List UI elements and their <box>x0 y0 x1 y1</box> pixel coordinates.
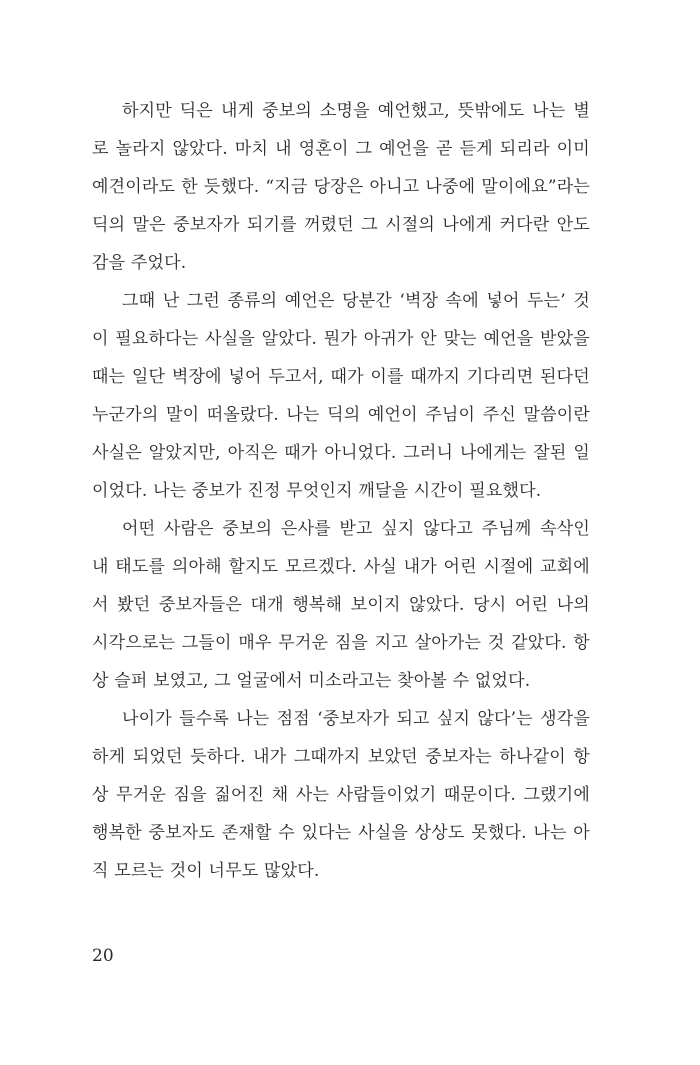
text-line: 시각으로는 그들이 매우 무거운 짐을 지고 살아가는 것 같았다. 항 <box>92 633 590 653</box>
text-line: 예견이라도 한 듯했다. “지금 당장은 아니고 나중에 말이에요”라는 <box>92 177 590 197</box>
text-line: 이 필요하다는 사실을 알았다. 뭔가 아귀가 안 맞는 예언을 받았을 <box>92 329 590 349</box>
text-line: 서 봤던 중보자들은 대개 행복해 보이지 않았다. 당시 어린 나의 <box>92 595 590 615</box>
text-line: 딕의 말은 중보자가 되기를 꺼렸던 그 시절의 나에게 커다란 안도 <box>92 215 590 235</box>
text-line: 누군가의 말이 떠올랐다. 나는 딕의 예언이 주님이 주신 말씀이란 <box>92 405 590 425</box>
text-line: 때는 일단 벽장에 넣어 두고서, 때가 이를 때까지 기다리면 된다던 <box>92 367 590 387</box>
text-line: 상 무거운 짐을 짊어진 채 사는 사람들이었기 때문이다. 그랬기에 <box>92 785 590 805</box>
text-line: 하게 되었던 듯하다. 내가 그때까지 보았던 중보자는 하나같이 항 <box>92 747 590 767</box>
text-line: 하지만 딕은 내게 중보의 소명을 예언했고, 뜻밖에도 나는 별 <box>122 101 590 121</box>
text-line: 이었다. 나는 중보가 진정 무엇인지 깨달을 시간이 필요했다. <box>92 481 542 501</box>
body-text <box>92 92 590 890</box>
text-line: 직 모르는 것이 너무도 많았다. <box>92 861 320 881</box>
page-number: 20 <box>92 946 114 966</box>
text-line: 감을 주었다. <box>92 253 187 273</box>
text-line: 나이가 들수록 나는 점점 ‘중보자가 되고 싶지 않다’는 생각을 <box>122 709 590 729</box>
text-line: 내 태도를 의아해 할지도 모르겠다. 사실 내가 어린 시절에 교회에 <box>92 557 590 577</box>
text-line: 로 놀라지 않았다. 마치 내 영혼이 그 예언을 곧 듣게 되리라 이미 <box>92 139 590 159</box>
text-line: 행복한 중보자도 존재할 수 있다는 사실을 상상도 못했다. 나는 아 <box>92 823 590 843</box>
text-line: 사실은 알았지만, 아직은 때가 아니었다. 그러니 나에게는 잘된 일 <box>92 443 590 463</box>
text-line: 어떤 사람은 중보의 은사를 받고 싶지 않다고 주님께 속삭인 <box>122 519 590 539</box>
text-line: 그때 난 그런 종류의 예언은 당분간 ‘벽장 속에 넣어 두는’ 것 <box>122 291 590 311</box>
text-line: 상 슬퍼 보였고, 그 얼굴에서 미소라고는 찾아볼 수 없었다. <box>92 671 531 691</box>
